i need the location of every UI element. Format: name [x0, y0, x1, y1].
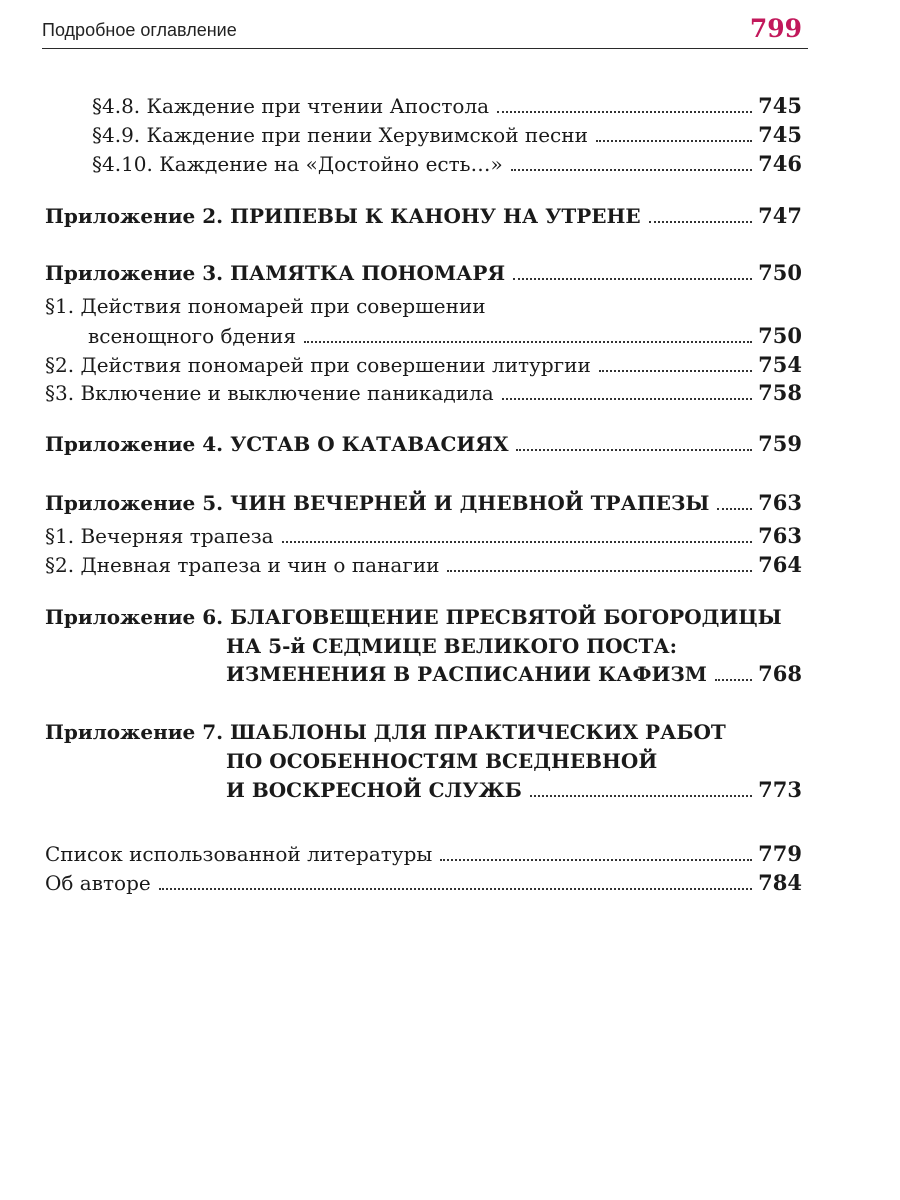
- dot-leader: [282, 541, 753, 543]
- toc-entry-page: 763: [758, 523, 802, 548]
- toc-entry-4-10[interactable]: [92, 150, 802, 178]
- toc-appendix-5[interactable]: [45, 489, 802, 517]
- toc-about-author[interactable]: [45, 869, 802, 897]
- toc-entry-title: Приложение 3. ПАМЯТКА ПОНОМАРЯ: [45, 261, 506, 285]
- toc-entry-page: 763: [758, 490, 802, 515]
- dot-leader: [596, 140, 752, 142]
- toc-appendix-7-line-2[interactable]: ПО ОСОБЕННОСТЯМ ВСЕДНЕВНОЙ: [226, 749, 658, 773]
- toc-entry-3-1-first-line[interactable]: §1. Действия пономарей при совершении: [45, 294, 486, 318]
- page-number: 799: [749, 14, 802, 43]
- toc-appendix-7-line-1[interactable]: Приложение 7. ШАБЛОНЫ ДЛЯ ПРАКТИЧЕСКИХ РАБОТ: [45, 720, 726, 744]
- toc-entry-title: §2. Дневная трапеза и чин о панагии: [45, 553, 440, 577]
- toc-entry-page: 758: [758, 380, 802, 405]
- toc-entry-title: Приложение 5. ЧИН ВЕЧЕРНЕЙ И ДНЕВНОЙ ТРАПЕЗЫ: [45, 491, 710, 515]
- toc-entry-page: 746: [758, 151, 802, 176]
- dot-leader: [440, 859, 752, 861]
- toc-appendix-6-line-2[interactable]: НА 5-й СЕДМИЦЕ ВЕЛИКОГО ПОСТА:: [226, 634, 677, 658]
- toc-appendix-2[interactable]: [45, 202, 802, 230]
- toc-entry-title: И ВОСКРЕСНОЙ СЛУЖБ: [226, 778, 522, 802]
- dot-leader: [530, 795, 752, 797]
- toc-entry-page: 750: [758, 323, 802, 348]
- dot-leader: [447, 570, 752, 572]
- dot-leader: [516, 449, 752, 451]
- toc-entry-title: Приложение 2. ПРИПЕВЫ К КАНОНУ НА УТРЕНЕ: [45, 204, 641, 228]
- toc-entry-title: Приложение 4. УСТАВ О КАТАВАСИЯХ: [45, 432, 509, 456]
- toc-entry-page: 745: [758, 93, 802, 118]
- toc-entry-4-8[interactable]: [92, 92, 802, 120]
- dot-leader: [304, 341, 752, 343]
- toc-entry-3-3[interactable]: [45, 379, 802, 407]
- toc-entry-page: 773: [758, 777, 802, 802]
- toc-entry-page: 764: [758, 552, 802, 577]
- toc-entry-title: ИЗМЕНЕНИЯ В РАСПИСАНИИ КАФИЗМ: [226, 662, 707, 686]
- dot-leader: [497, 111, 752, 113]
- toc-entry-3-2[interactable]: [45, 351, 802, 379]
- toc-entry-page: 779: [758, 841, 802, 866]
- toc-entry-title: всенощного бдения: [88, 324, 296, 348]
- toc-entry-title: Список использованной литературы: [45, 842, 433, 866]
- dot-leader: [715, 679, 752, 681]
- toc-appendix-4[interactable]: [45, 430, 802, 458]
- dot-leader: [599, 370, 752, 372]
- toc-appendix-7[interactable]: [226, 776, 802, 804]
- toc-entry-page: 745: [758, 122, 802, 147]
- toc-appendix-6[interactable]: [226, 660, 802, 688]
- dot-leader: [649, 221, 753, 223]
- toc-entry-4-9[interactable]: [92, 121, 802, 149]
- toc-entry-5-1[interactable]: [45, 522, 802, 550]
- toc-bibliography[interactable]: [45, 840, 802, 868]
- dot-leader: [511, 169, 752, 171]
- toc-entry-page: 750: [758, 260, 802, 285]
- toc-entry-title: §4.8. Каждение при чтении Апостола: [92, 94, 490, 118]
- dot-leader: [717, 508, 752, 510]
- toc-appendix-3[interactable]: [45, 259, 802, 287]
- toc-entry-page: 754: [758, 352, 802, 377]
- toc-entry-title: §2. Действия пономарей при совершении литургии: [45, 353, 591, 377]
- toc-entry-3-1[interactable]: [88, 322, 802, 350]
- toc-entry-title: §1. Вечерняя трапеза: [45, 524, 274, 548]
- toc-entry-page: 784: [758, 870, 802, 895]
- toc-entry-title: §4.10. Каждение на «Достойно есть…»: [92, 152, 503, 176]
- toc-entry-page: 759: [758, 431, 802, 456]
- dot-leader: [159, 888, 752, 890]
- toc-entry-title: §4.9. Каждение при пении Херувимской песни: [92, 123, 588, 147]
- toc-entry-page: 768: [758, 661, 802, 686]
- toc-entry-title: §3. Включение и выключение паникадила: [45, 381, 494, 405]
- toc-appendix-6-line-1[interactable]: Приложение 6. БЛАГОВЕЩЕНИЕ ПРЕСВЯТОЙ БОГОРОДИЦЫ: [45, 605, 782, 629]
- header-title: Подробное оглавление: [42, 20, 237, 40]
- toc-entry-5-2[interactable]: [45, 551, 802, 579]
- toc-entry-page: 747: [758, 203, 802, 228]
- toc-entry-title: Об авторе: [45, 871, 151, 895]
- dot-leader: [513, 278, 752, 280]
- dot-leader: [502, 398, 752, 400]
